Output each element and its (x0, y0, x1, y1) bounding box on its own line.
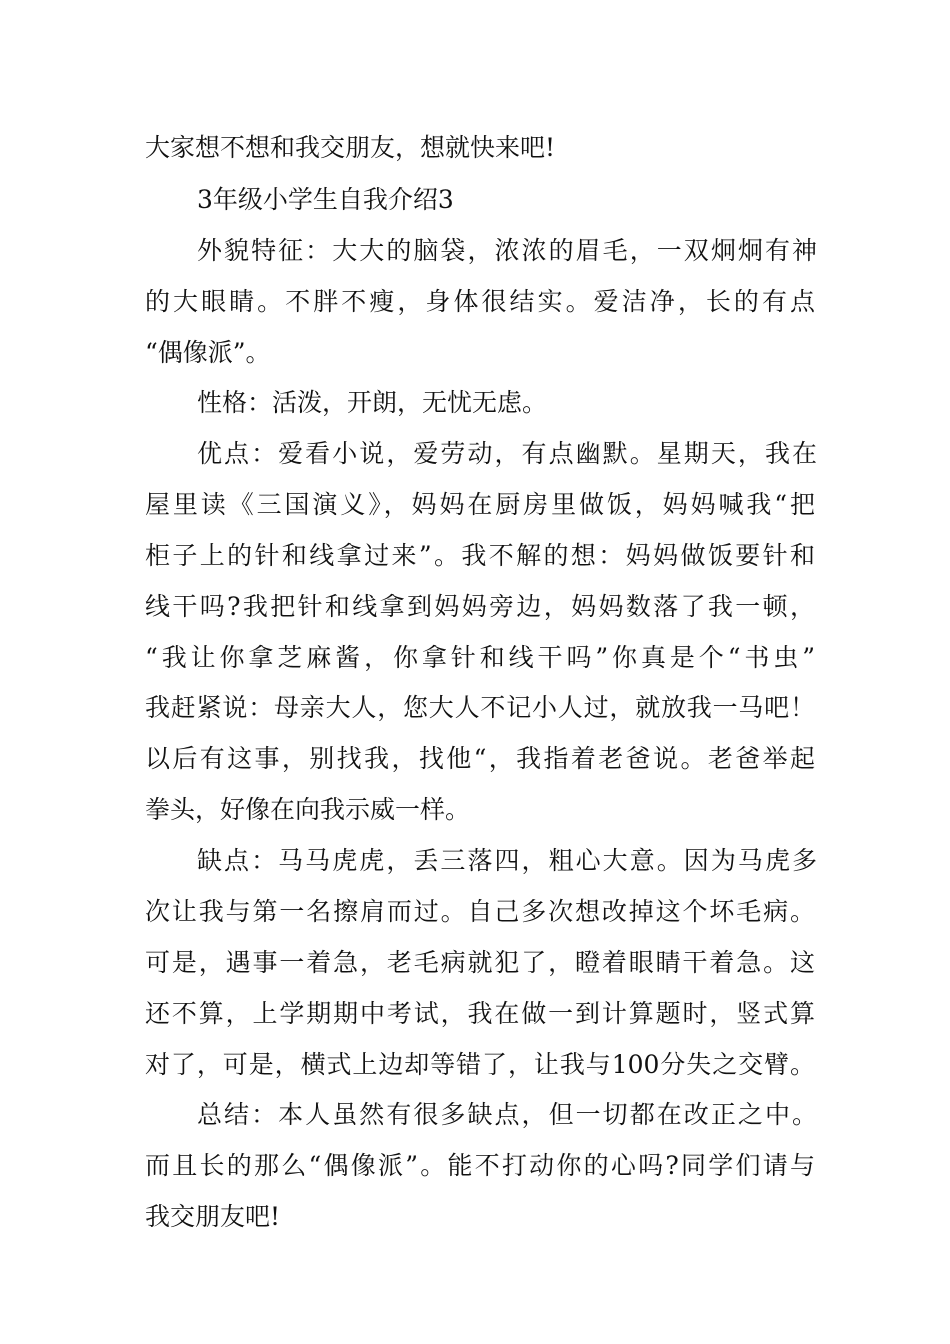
paragraph-line: 可是，遇事一着急，老毛病就犯了，瞪着眼睛干着急。这 (145, 948, 815, 977)
paragraph-line: 的大眼睛。不胖不瘦，身体很结实。爱洁净，长的有点 (145, 287, 815, 316)
paragraph-line: “我让你拿芝麻酱，你拿针和线干吗”你真是个“书虫” (145, 643, 815, 672)
paragraph-line: 还不算，上学期期中考试，我在做一到计算题时，竖式算 (145, 999, 815, 1028)
paragraph-line: 柜子上的针和线拿过来”。我不解的想：妈妈做饭要针和 (145, 541, 815, 570)
paragraph-line: 而且长的那么“偶像派”。能不打动你的心吗?同学们请与 (145, 1151, 815, 1180)
paragraph-line: 以后有这事，别找我，找他“，我指着老爸说。老爸举起 (145, 744, 815, 773)
paragraph-line: 屋里读《三国演义》，妈妈在厨房里做饭，妈妈喊我“把 (145, 490, 815, 519)
paragraph-line: 我交朋友吧! (145, 1202, 281, 1231)
paragraph-line: 次让我与第一名擦肩而过。自己多次想改掉这个坏毛病。 (145, 897, 815, 926)
paragraph-line: 我赶紧说：母亲大人，您大人不记小人过，就放我一马吧！ (145, 693, 815, 722)
paragraph-line: 总结：本人虽然有很多缺点，但一切都在改正之中。 (197, 1100, 817, 1129)
paragraph-line: 大家想不想和我交朋友，想就快来吧! (145, 133, 556, 162)
section-heading: 3年级小学生自我介绍3 (197, 185, 454, 214)
paragraph-line: 优点：爱看小说，爱劳动，有点幽默。星期天，我在 (197, 439, 817, 468)
paragraph-line: 外貌特征：大大的脑袋，浓浓的眉毛，一双炯炯有神 (197, 236, 817, 265)
paragraph-line: 拳头，好像在向我示威一样。 (145, 795, 471, 824)
paragraph-line: 线干吗?我把针和线拿到妈妈旁边，妈妈数落了我一顿， (145, 592, 815, 621)
paragraph-line: “偶像派”。 (145, 338, 271, 367)
paragraph-line: 性格：活泼，开朗，无忧无虑。 (197, 388, 548, 417)
paragraph-line: 对了，可是，横式上边却等错了，让我与100分失之交臂。 (145, 1050, 815, 1079)
paragraph-line: 缺点：马马虎虎，丢三落四，粗心大意。因为马虎多 (197, 846, 817, 875)
